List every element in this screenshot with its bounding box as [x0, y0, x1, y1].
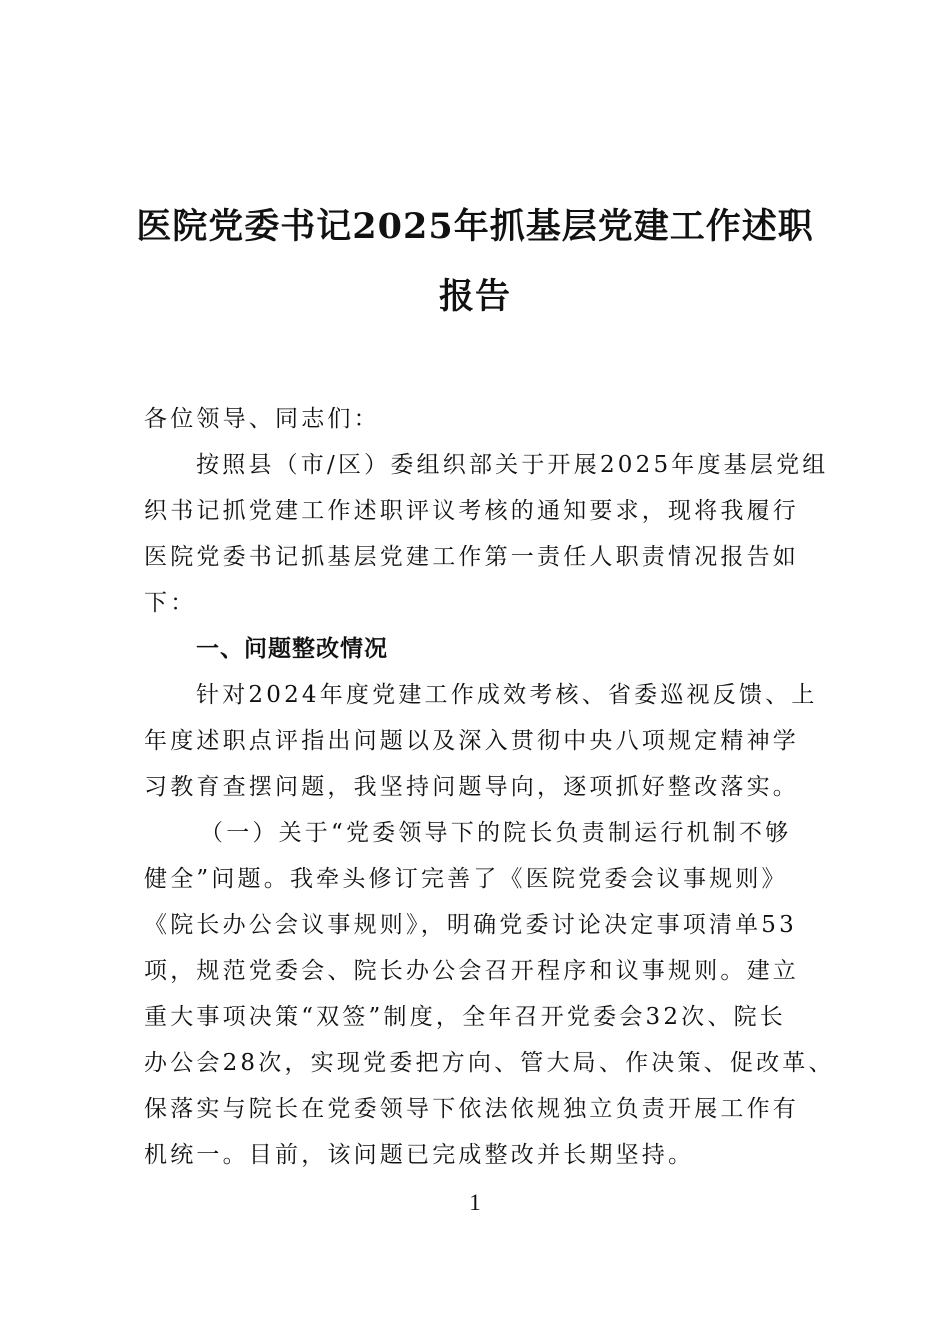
subsection-line: 重大事项决策“双签”制度，全年召开党委会32次、院长 — [144, 1004, 786, 1030]
page-number: 1 — [469, 1190, 481, 1215]
section-intro-line: 针对2024年度党建工作成效考核、省委巡视反馈、上 — [196, 682, 818, 708]
salutation: 各位领导、同志们： — [144, 406, 380, 432]
intro-paragraph-line: 织书记抓党建工作述职评议考核的通知要求，现将我履行 — [144, 498, 799, 524]
title-line: 医院党委书记2025年抓基层党建工作述职 — [136, 206, 814, 247]
subsection-line: （一）关于“党委领导下的院长负责制运行机制不够 — [200, 820, 792, 846]
subsection-line: 《院长办公会议事规则》，明确党委讨论决定事项清单53 — [144, 912, 797, 938]
intro-paragraph-line: 下： — [144, 590, 197, 616]
intro-paragraph-line: 按照县（市/区）委组织部关于开展2025年度基层党组 — [196, 452, 829, 478]
intro-paragraph-line: 医院党委书记抓基层党建工作第一责任人职责情况报告如 — [144, 544, 799, 570]
title-line: 报告 — [438, 276, 511, 317]
subsection-line: 机统一。目前，该问题已完成整改并长期坚持。 — [144, 1142, 695, 1168]
document-body — [144, 396, 835, 1178]
section-heading: 一、问题整改情况 — [196, 636, 388, 662]
section-intro-line: 习教育查摆问题，我坚持问题导向，逐项抓好整改落实。 — [144, 774, 799, 800]
subsection-line: 健全”问题。我牵头修订完善了《医院党委会议事规则》 — [144, 866, 788, 892]
section-intro-line: 年度述职点评指出问题以及深入贯彻中央八项规定精神学 — [144, 728, 799, 754]
subsection-line: 办公会28次，实现党委把方向、管大局、作决策、促改革、 — [144, 1050, 835, 1076]
subsection-line: 保落实与院长在党委领导下依法依规独立负责开展工作有 — [144, 1096, 799, 1122]
document-title — [100, 192, 850, 332]
subsection-line: 项，规范党委会、院长办公会召开程序和议事规则。建立 — [144, 958, 799, 984]
